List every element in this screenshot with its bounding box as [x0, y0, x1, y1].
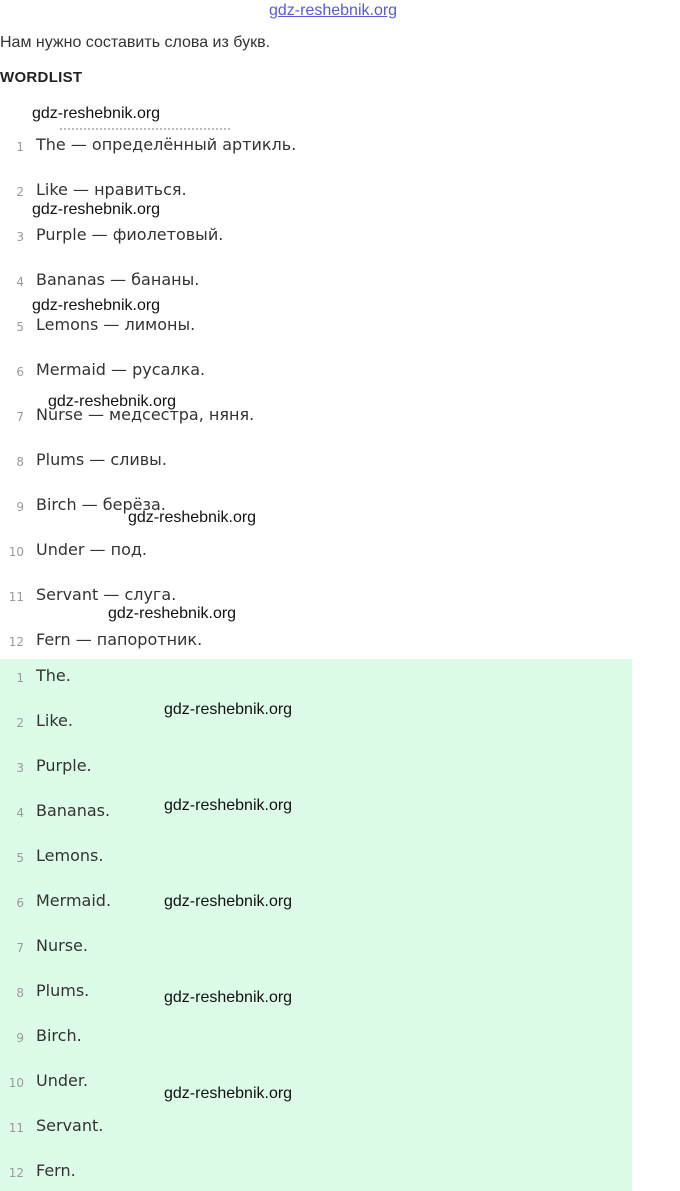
item-number: 2	[16, 185, 24, 199]
intro-text: Нам нужно составить слова из букв.	[0, 34, 271, 51]
answer-item	[0, 664, 620, 692]
item-number: 9	[16, 500, 24, 514]
watermark: gdz-reshebnik.org	[32, 105, 161, 122]
item-text: Plums — сливы.	[36, 450, 167, 469]
watermark: gdz-reshebnik.org	[108, 605, 237, 622]
item-text: Like.	[36, 711, 73, 730]
item-number: 4	[16, 806, 24, 820]
list-item	[0, 448, 620, 476]
item-number: 1	[16, 140, 24, 154]
item-number: 4	[16, 275, 24, 289]
list-item	[0, 358, 620, 386]
item-number: 12	[8, 1166, 24, 1180]
watermark: gdz-reshebnik.org	[164, 1085, 293, 1102]
item-text: Mermaid.	[36, 891, 112, 910]
answers-panel	[0, 659, 632, 1191]
item-text: Servant.	[36, 1116, 104, 1135]
watermark: gdz-reshebnik.org	[128, 509, 257, 526]
item-text: Under.	[36, 1071, 89, 1090]
answer-item	[0, 889, 620, 917]
answer-item	[0, 844, 620, 872]
list-item	[0, 493, 620, 521]
answer-item	[0, 979, 620, 1007]
list-item	[0, 628, 620, 656]
site-watermark-link[interactable]: gdz-reshebnik.org	[269, 2, 398, 19]
answer-item	[0, 754, 620, 782]
item-text: Purple — фиолетовый.	[36, 225, 224, 244]
item-number: 7	[16, 410, 24, 424]
item-number: 3	[16, 761, 24, 775]
item-number: 5	[16, 851, 24, 865]
answer-item	[0, 934, 620, 962]
item-text: Fern.	[36, 1161, 76, 1180]
watermark: gdz-reshebnik.org	[164, 701, 293, 718]
item-text: Nurse — медсестра, няня.	[36, 405, 255, 424]
item-text: The — определённый артикль.	[36, 135, 297, 154]
answer-item	[0, 1069, 620, 1097]
watermark: gdz-reshebnik.org	[164, 989, 293, 1006]
item-number: 10	[8, 1076, 24, 1090]
item-number: 8	[16, 455, 24, 469]
item-text: Plums.	[36, 981, 90, 1000]
list-item	[0, 133, 620, 161]
item-number: 5	[16, 320, 24, 334]
answer-item	[0, 799, 620, 827]
answer-item	[0, 1114, 620, 1142]
watermark: gdz-reshebnik.org	[48, 393, 177, 410]
item-number: 11	[8, 1121, 24, 1135]
watermark: gdz-reshebnik.org	[164, 893, 293, 910]
item-text: Bananas — бананы.	[36, 270, 200, 289]
item-number: 12	[8, 635, 24, 649]
answer-item	[0, 1024, 620, 1052]
item-number: 11	[8, 590, 24, 604]
wordlist-heading: WORDLIST	[0, 69, 83, 86]
item-text: Purple.	[36, 756, 92, 775]
item-text: Birch.	[36, 1026, 82, 1045]
answer-item	[0, 1159, 620, 1187]
item-text: Bananas.	[36, 801, 111, 820]
item-text: Lemons.	[36, 846, 104, 865]
list-item	[0, 223, 620, 251]
item-text: Lemons — лимоны.	[36, 315, 196, 334]
item-number: 2	[16, 716, 24, 730]
item-text: Servant — слуга.	[36, 585, 177, 604]
watermark: gdz-reshebnik.org	[164, 797, 293, 814]
cropped-text-fragment	[60, 124, 230, 130]
item-number: 3	[16, 230, 24, 244]
item-number: 10	[8, 545, 24, 559]
item-number: 7	[16, 941, 24, 955]
list-item	[0, 583, 620, 611]
item-number: 1	[16, 671, 24, 685]
item-text: Fern — папоротник.	[36, 630, 203, 649]
list-item	[0, 538, 620, 566]
item-text: The.	[36, 666, 71, 685]
item-text: Birch — берёза.	[36, 495, 166, 514]
item-text: Mermaid — русалка.	[36, 360, 206, 379]
item-text: Under — под.	[36, 540, 147, 559]
item-number: 6	[16, 365, 24, 379]
item-text: Like — нравиться.	[36, 180, 187, 199]
item-number: 8	[16, 986, 24, 1000]
item-number: 9	[16, 1031, 24, 1045]
watermark: gdz-reshebnik.org	[32, 201, 161, 218]
answer-item	[0, 709, 620, 737]
item-number: 6	[16, 896, 24, 910]
list-item	[0, 313, 620, 341]
watermark: gdz-reshebnik.org	[32, 297, 161, 314]
list-item	[0, 268, 620, 296]
item-text: Nurse.	[36, 936, 88, 955]
